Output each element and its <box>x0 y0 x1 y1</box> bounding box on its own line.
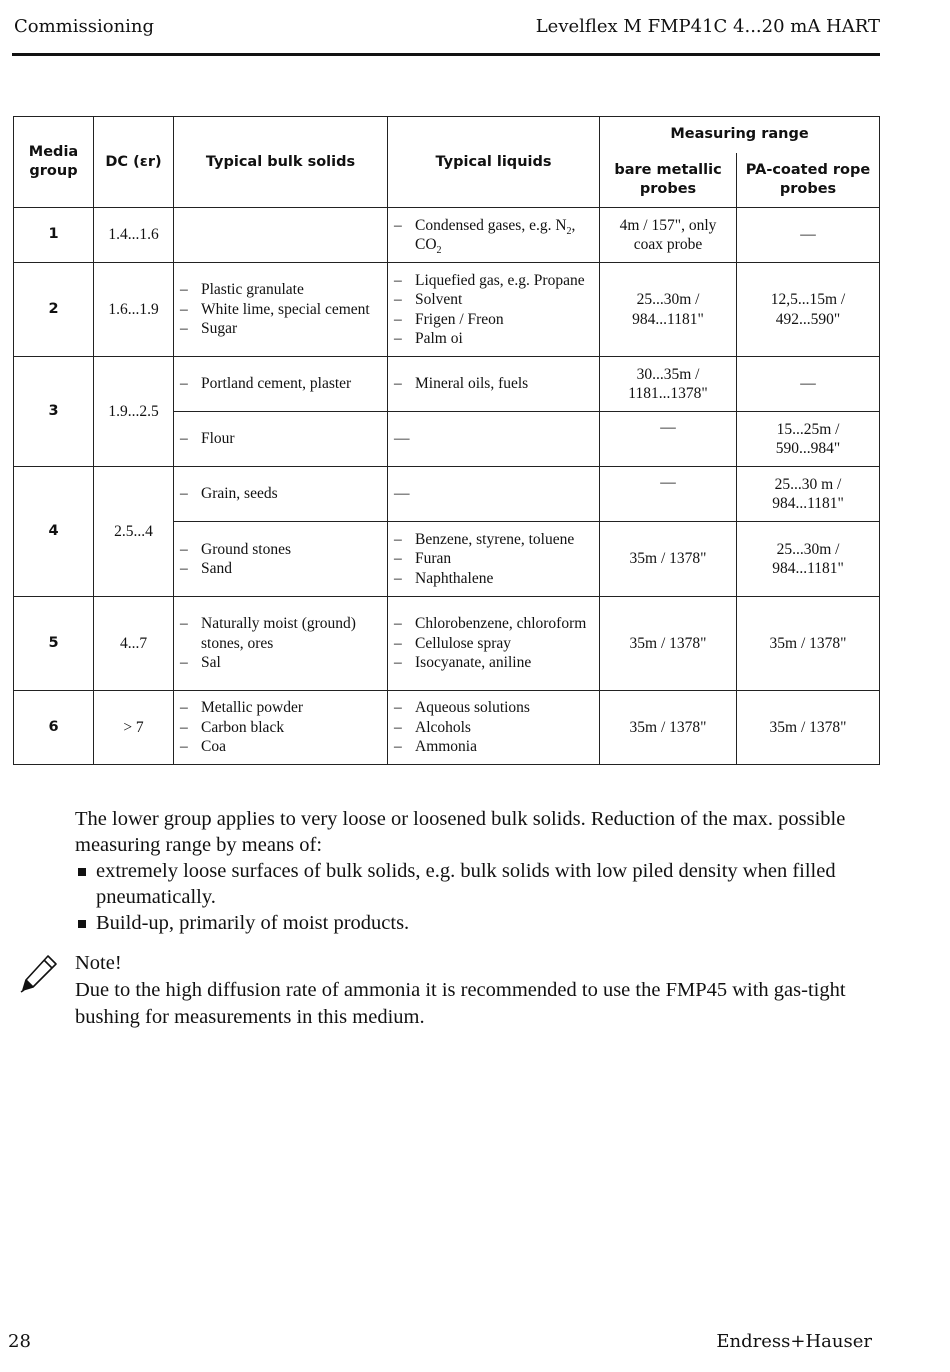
table-row <box>14 357 880 412</box>
list-item: – Coa <box>180 737 383 757</box>
header-divider <box>12 53 880 56</box>
liquids-cell <box>388 691 600 765</box>
bulk-solids-cell <box>174 467 388 522</box>
note-title: Note! <box>75 952 122 974</box>
pa-range-cell: 12,5...15m / 492...590" <box>737 263 880 357</box>
bare-range-cell: 4m / 157", only coax probe <box>600 208 737 263</box>
liquids-cell <box>388 208 600 263</box>
list-item: – Mineral oils, fuels <box>394 374 595 394</box>
pa-range-cell: — <box>737 208 880 263</box>
bulk-solids-cell <box>174 357 388 412</box>
table-row <box>14 208 880 263</box>
liquids-cell <box>388 522 600 597</box>
footer-brand: Endress+Hauser <box>716 1331 872 1352</box>
bare-range-cell: — <box>600 467 737 522</box>
note-text: Due to the high diffusion rate of ammonia it is recommended to use the FMP45 with gas-tight bushing for measurements in this medium. <box>75 979 846 1028</box>
pa-range-cell: — <box>737 357 880 412</box>
media-group-cell: 5 <box>14 597 94 691</box>
bare-range-cell: 35m / 1378" <box>600 691 737 765</box>
bullet-list <box>75 858 895 936</box>
body-paragraph: The lower group applies to very loose or loosened bulk solids. Reduction of the max. possible measuring range by means of: <box>75 808 846 856</box>
list-item: – Palm oi <box>394 329 595 349</box>
media-group-cell: 1 <box>14 208 94 263</box>
list-item: – Benzene, styrene, toluene <box>394 530 595 550</box>
bare-range-cell: — <box>600 412 737 467</box>
header-bare-metallic: bare metallic probes <box>600 153 737 208</box>
dc-cell: > 7 <box>94 691 174 765</box>
list-item: – Plastic granulate <box>180 280 383 300</box>
list-item: – Furan <box>394 549 595 569</box>
list-item: Build-up, primarily of moist products. <box>75 910 895 936</box>
list-item: – Carbon black <box>180 718 383 738</box>
page-number: 28 <box>8 1331 31 1352</box>
pa-range-cell: 25...30m / 984...1181" <box>737 522 880 597</box>
list-item: – Metallic powder <box>180 698 383 718</box>
list-item: – White lime, special cement <box>180 300 383 320</box>
list-item: – Condensed gases, e.g. $N_2$, $CO_2$ <box>394 216 595 255</box>
dc-cell: 1.9...2.5 <box>94 357 174 467</box>
list-item: – Chlorobenzene, chloroform <box>394 614 595 634</box>
list-item: – Liquefied gas, e.g. Propane <box>394 271 595 291</box>
bare-range-cell: 35m / 1378" <box>600 522 737 597</box>
table-row <box>14 263 880 357</box>
dc-cell: 1.4...1.6 <box>94 208 174 263</box>
media-group-cell: 4 <box>14 467 94 597</box>
table-row <box>14 597 880 691</box>
liquids-cell <box>388 597 600 691</box>
bare-range-cell: 35m / 1378" <box>600 597 737 691</box>
media-group-cell: 6 <box>14 691 94 765</box>
liquids-cell <box>388 263 600 357</box>
list-item: – Isocyanate, aniline <box>394 653 595 673</box>
list-item: – Naphthalene <box>394 569 595 589</box>
pa-range-cell: 25...30 m / 984...1181" <box>737 467 880 522</box>
running-header-section: Commissioning <box>14 16 155 37</box>
bare-range-cell: 25...30m / 984...1181" <box>600 263 737 357</box>
list-item: – Ground stones <box>180 540 383 560</box>
list-item: – Portland cement, plaster <box>180 374 383 394</box>
bullet-square-icon <box>78 868 86 876</box>
bulk-solids-cell <box>174 522 388 597</box>
list-item: – Alcohols <box>394 718 595 738</box>
liquids-cell <box>388 357 600 412</box>
list-item: extremely loose surfaces of bulk solids, e.g. bulk solids with low piled density when filled pneumatically. <box>75 858 895 910</box>
media-group-cell: 2 <box>14 263 94 357</box>
list-item: – Cellulose spray <box>394 634 595 654</box>
list-item: – Naturally moist (ground) stones, ores <box>180 614 383 653</box>
header-pa-coated: PA-coated rope probes <box>737 153 880 208</box>
pa-range-cell: 35m / 1378" <box>737 597 880 691</box>
bulk-solids-cell <box>174 412 388 467</box>
list-item: – Grain, seeds <box>180 484 383 504</box>
list-item: – Aqueous solutions <box>394 698 595 718</box>
liquids-cell: — <box>388 412 600 467</box>
header-measuring-range: Measuring range <box>600 117 880 153</box>
bulk-solids-cell <box>174 263 388 357</box>
bulk-solids-cell <box>174 691 388 765</box>
pencil-note-icon <box>18 950 62 994</box>
header-bulk-solids: Typical bulk solids <box>174 117 388 208</box>
list-item: – Sal <box>180 653 383 673</box>
pa-range-cell: 15...25m / 590...984" <box>737 412 880 467</box>
bullet-square-icon <box>78 920 86 928</box>
bulk-solids-cell <box>174 597 388 691</box>
header-liquids: Typical liquids <box>388 117 600 208</box>
bulk-solids-cell <box>174 208 388 263</box>
list-item: – Sand <box>180 559 383 579</box>
list-item: – Frigen / Freon <box>394 310 595 330</box>
list-item: – Sugar <box>180 319 383 339</box>
pa-range-cell: 35m / 1378" <box>737 691 880 765</box>
running-header-product: Levelflex M FMP41C 4...20 mA HART <box>535 16 880 37</box>
header-dc: DC (εr) <box>94 117 174 208</box>
list-item: – Solvent <box>394 290 595 310</box>
note-block <box>75 950 895 1031</box>
body-text <box>75 806 895 936</box>
media-group-cell: 3 <box>14 357 94 467</box>
dc-cell: 1.6...1.9 <box>94 263 174 357</box>
header-media-group: Media group <box>14 117 94 208</box>
dc-cell: 4...7 <box>94 597 174 691</box>
list-item: – Ammonia <box>394 737 595 757</box>
liquids-cell: — <box>388 467 600 522</box>
table-row <box>14 467 880 522</box>
bare-range-cell: 30...35m / 1181...1378" <box>600 357 737 412</box>
table-row <box>14 691 880 765</box>
list-item: – Flour <box>180 429 383 449</box>
dc-cell: 2.5...4 <box>94 467 174 597</box>
media-groups-table <box>13 116 880 765</box>
